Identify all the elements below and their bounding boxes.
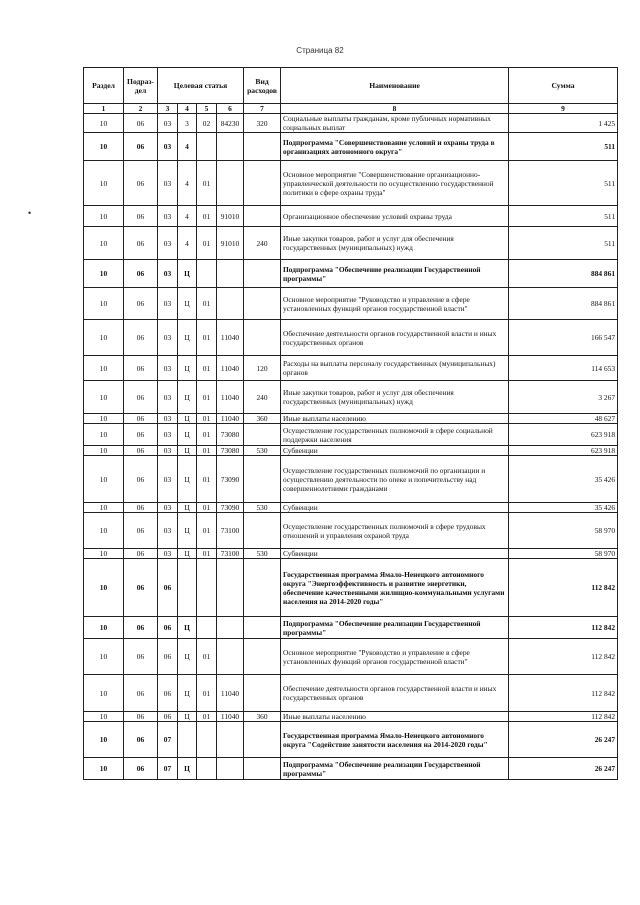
cell-razdel: 10 xyxy=(84,206,124,227)
cell-sum: 58 970 xyxy=(509,513,618,549)
cell-sum: 511 xyxy=(509,133,618,161)
cell-event: 01 xyxy=(197,513,217,549)
cell-subprogram: Ц xyxy=(178,381,197,414)
cell-podrazdel: 06 xyxy=(124,617,158,639)
cell-event: 01 xyxy=(197,503,217,513)
cell-program: 03 xyxy=(158,446,178,456)
cell-direction xyxy=(217,639,244,675)
cell-podrazdel: 06 xyxy=(124,133,158,161)
table-row xyxy=(84,617,618,639)
cell-direction: 73100 xyxy=(217,549,244,559)
cell-program: 03 xyxy=(158,381,178,414)
cell-subprogram: 4 xyxy=(178,133,197,161)
cell-event xyxy=(197,133,217,161)
cell-vid-raskhodov xyxy=(244,456,281,503)
cell-podrazdel: 06 xyxy=(124,503,158,513)
column-number: 8 xyxy=(281,104,509,114)
table-row xyxy=(84,206,618,227)
cell-event xyxy=(197,722,217,758)
table-row xyxy=(84,559,618,617)
cell-name: Подпрограмма "Обеспечение реализации Государственной программы" xyxy=(281,758,509,780)
cell-vid-raskhodov xyxy=(244,675,281,712)
cell-name: Субвенции xyxy=(281,503,509,513)
cell-direction: 84230 xyxy=(217,114,244,133)
cell-subprogram: Ц xyxy=(178,617,197,639)
cell-podrazdel: 06 xyxy=(124,356,158,381)
table-row xyxy=(84,722,618,758)
cell-vid-raskhodov xyxy=(244,260,281,288)
header-name: Наименование xyxy=(281,68,509,104)
cell-program: 03 xyxy=(158,513,178,549)
cell-direction: 11040 xyxy=(217,712,244,722)
cell-sum: 511 xyxy=(509,227,618,260)
cell-vid-raskhodov xyxy=(244,513,281,549)
table-row xyxy=(84,456,618,503)
cell-podrazdel: 06 xyxy=(124,446,158,456)
column-number: 7 xyxy=(244,104,281,114)
cell-name: Государственная программа Ямало-Ненецкого автономного округа "Энергоэффективность и развитие энергетики, обеспечение качественными жилищно-коммунальными услугами населения на 2014-2020 годы" xyxy=(281,559,509,617)
cell-event: 01 xyxy=(197,206,217,227)
cell-name: Субвенции xyxy=(281,446,509,456)
cell-razdel: 10 xyxy=(84,161,124,206)
cell-subprogram: Ц xyxy=(178,320,197,356)
cell-name: Основное мероприятие "Руководство и управление в сфере установленных функций органов государственной власти" xyxy=(281,639,509,675)
cell-event xyxy=(197,617,217,639)
cell-vid-raskhodov xyxy=(244,559,281,617)
cell-razdel: 10 xyxy=(84,549,124,559)
cell-sum: 623 918 xyxy=(509,424,618,446)
cell-razdel: 10 xyxy=(84,446,124,456)
cell-sum: 112 842 xyxy=(509,639,618,675)
cell-razdel: 10 xyxy=(84,722,124,758)
cell-name: Государственная программа Ямало-Ненецкого автономного округа "Содействие занятости населения на 2014-2020 годы" xyxy=(281,722,509,758)
cell-program: 03 xyxy=(158,260,178,288)
cell-sum: 511 xyxy=(509,161,618,206)
header-razdel: Раздел xyxy=(84,68,124,104)
cell-vid-raskhodov xyxy=(244,617,281,639)
cell-subprogram xyxy=(178,722,197,758)
cell-razdel: 10 xyxy=(84,675,124,712)
cell-program: 06 xyxy=(158,675,178,712)
cell-program: 03 xyxy=(158,206,178,227)
cell-podrazdel: 06 xyxy=(124,227,158,260)
cell-event: 01 xyxy=(197,446,217,456)
cell-direction: 73080 xyxy=(217,424,244,446)
cell-name: Расходы на выплаты персоналу государственных (муниципальных) органов xyxy=(281,356,509,381)
cell-vid-raskhodov xyxy=(244,161,281,206)
cell-direction: 73090 xyxy=(217,503,244,513)
table-row xyxy=(84,503,618,513)
cell-subprogram: Ц xyxy=(178,446,197,456)
cell-razdel: 10 xyxy=(84,227,124,260)
cell-program: 03 xyxy=(158,288,178,320)
cell-razdel: 10 xyxy=(84,414,124,424)
cell-vid-raskhodov: 360 xyxy=(244,712,281,722)
cell-razdel: 10 xyxy=(84,503,124,513)
cell-sum: 884 861 xyxy=(509,288,618,320)
column-number: 6 xyxy=(217,104,244,114)
cell-program: 03 xyxy=(158,356,178,381)
cell-name: Обеспечение деятельности органов государственной власти и иных государственных органов xyxy=(281,675,509,712)
cell-event: 01 xyxy=(197,288,217,320)
cell-podrazdel: 06 xyxy=(124,320,158,356)
cell-podrazdel: 06 xyxy=(124,424,158,446)
cell-sum: 3 267 xyxy=(509,381,618,414)
cell-direction: 11040 xyxy=(217,320,244,356)
column-number: 9 xyxy=(509,104,618,114)
cell-subprogram: Ц xyxy=(178,456,197,503)
cell-sum: 48 627 xyxy=(509,414,618,424)
cell-name: Социальные выплаты гражданам, кроме публичных нормативных социальных выплат xyxy=(281,114,509,133)
cell-program: 03 xyxy=(158,549,178,559)
cell-direction xyxy=(217,288,244,320)
cell-sum: 166 547 xyxy=(509,320,618,356)
cell-subprogram: Ц xyxy=(178,503,197,513)
table-row xyxy=(84,414,618,424)
cell-sum: 26 247 xyxy=(509,722,618,758)
table-row xyxy=(84,712,618,722)
cell-sum: 112 842 xyxy=(509,712,618,722)
cell-program: 03 xyxy=(158,161,178,206)
cell-name: Основное мероприятие "Совершенствование организационно-управленческой деятельности по осуществлению государственной политики в сфере охраны труда" xyxy=(281,161,509,206)
cell-direction: 11040 xyxy=(217,356,244,381)
cell-program: 03 xyxy=(158,133,178,161)
cell-sum: 35 426 xyxy=(509,456,618,503)
cell-name: Подпрограмма "Обеспечение реализации Государственной программы" xyxy=(281,617,509,639)
cell-subprogram: Ц xyxy=(178,288,197,320)
cell-vid-raskhodov: 530 xyxy=(244,446,281,456)
cell-razdel: 10 xyxy=(84,288,124,320)
cell-vid-raskhodov: 120 xyxy=(244,356,281,381)
column-number: 3 xyxy=(158,104,178,114)
cell-event: 02 xyxy=(197,114,217,133)
cell-direction xyxy=(217,133,244,161)
cell-subprogram: Ц xyxy=(178,424,197,446)
cell-razdel: 10 xyxy=(84,513,124,549)
table-row xyxy=(84,260,618,288)
cell-program: 06 xyxy=(158,639,178,675)
cell-name: Иные выплаты населению xyxy=(281,414,509,424)
cell-razdel: 10 xyxy=(84,320,124,356)
cell-event: 01 xyxy=(197,424,217,446)
cell-razdel: 10 xyxy=(84,758,124,780)
table-row xyxy=(84,320,618,356)
cell-vid-raskhodov xyxy=(244,206,281,227)
cell-program: 06 xyxy=(158,617,178,639)
cell-event: 01 xyxy=(197,414,217,424)
table-row xyxy=(84,675,618,712)
cell-direction xyxy=(217,260,244,288)
table-row xyxy=(84,549,618,559)
cell-direction: 11040 xyxy=(217,381,244,414)
cell-direction xyxy=(217,617,244,639)
cell-razdel: 10 xyxy=(84,260,124,288)
cell-direction: 73080 xyxy=(217,446,244,456)
cell-podrazdel: 06 xyxy=(124,675,158,712)
budget-table xyxy=(83,67,618,780)
header-vid-raskhodov: Вид расходов xyxy=(244,68,281,104)
cell-program: 03 xyxy=(158,424,178,446)
cell-event: 01 xyxy=(197,549,217,559)
cell-program: 03 xyxy=(158,320,178,356)
cell-vid-raskhodov: 360 xyxy=(244,414,281,424)
table-row xyxy=(84,381,618,414)
cell-event: 01 xyxy=(197,320,217,356)
cell-sum: 58 970 xyxy=(509,549,618,559)
cell-subprogram: 4 xyxy=(178,206,197,227)
cell-subprogram: Ц xyxy=(178,675,197,712)
cell-vid-raskhodov: 240 xyxy=(244,381,281,414)
cell-event: 01 xyxy=(197,456,217,503)
cell-program: 03 xyxy=(158,227,178,260)
cell-name: Обеспечение деятельности органов государственной власти и иных государственных органов xyxy=(281,320,509,356)
cell-name: Организационное обеспечение условий охраны труда xyxy=(281,206,509,227)
cell-vid-raskhodov xyxy=(244,133,281,161)
cell-sum: 884 861 xyxy=(509,260,618,288)
cell-razdel: 10 xyxy=(84,133,124,161)
cell-direction xyxy=(217,559,244,617)
cell-event xyxy=(197,260,217,288)
margin-mark: • xyxy=(28,208,32,218)
table-row xyxy=(84,639,618,675)
column-number: 2 xyxy=(124,104,158,114)
cell-vid-raskhodov xyxy=(244,722,281,758)
cell-sum: 112 842 xyxy=(509,675,618,712)
cell-podrazdel: 06 xyxy=(124,414,158,424)
cell-name: Осуществление государственных полномочий в сфере социальной поддержки населения xyxy=(281,424,509,446)
cell-sum: 511 xyxy=(509,206,618,227)
cell-razdel: 10 xyxy=(84,639,124,675)
cell-podrazdel: 06 xyxy=(124,288,158,320)
table-row xyxy=(84,446,618,456)
cell-direction: 73090 xyxy=(217,456,244,503)
header-sum: Сумма xyxy=(509,68,618,104)
cell-podrazdel: 06 xyxy=(124,722,158,758)
cell-podrazdel: 06 xyxy=(124,161,158,206)
cell-sum: 26 247 xyxy=(509,758,618,780)
cell-name: Субвенции xyxy=(281,549,509,559)
cell-name: Иные закупки товаров, работ и услуг для обеспечения государственных (муниципальных) нужд xyxy=(281,381,509,414)
cell-direction: 91010 xyxy=(217,206,244,227)
cell-event: 01 xyxy=(197,381,217,414)
column-number: 1 xyxy=(84,104,124,114)
cell-name: Осуществление государственных полномочий в сфере трудовых отношений и управления охраной труда xyxy=(281,513,509,549)
cell-subprogram: Ц xyxy=(178,356,197,381)
cell-razdel: 10 xyxy=(84,381,124,414)
cell-event: 01 xyxy=(197,227,217,260)
cell-event: 01 xyxy=(197,712,217,722)
table-row xyxy=(84,133,618,161)
cell-subprogram xyxy=(178,559,197,617)
cell-program: 03 xyxy=(158,114,178,133)
cell-program: 06 xyxy=(158,559,178,617)
cell-sum: 623 918 xyxy=(509,446,618,456)
cell-podrazdel: 06 xyxy=(124,559,158,617)
cell-subprogram: 4 xyxy=(178,227,197,260)
cell-subprogram: Ц xyxy=(178,549,197,559)
cell-razdel: 10 xyxy=(84,559,124,617)
cell-podrazdel: 06 xyxy=(124,639,158,675)
cell-vid-raskhodov xyxy=(244,639,281,675)
cell-direction xyxy=(217,722,244,758)
table-row xyxy=(84,161,618,206)
cell-podrazdel: 06 xyxy=(124,114,158,133)
cell-event xyxy=(197,559,217,617)
cell-event: 01 xyxy=(197,356,217,381)
cell-vid-raskhodov: 320 xyxy=(244,114,281,133)
cell-direction: 11040 xyxy=(217,414,244,424)
cell-podrazdel: 06 xyxy=(124,456,158,503)
cell-subprogram: 3 xyxy=(178,114,197,133)
cell-name: Подпрограмма "Обеспечение реализации Государственной программы" xyxy=(281,260,509,288)
cell-name: Осуществление государственных полномочий по организации и осуществлению деятельности по опеке и попечительству над совершеннолетними гражданами xyxy=(281,456,509,503)
cell-direction xyxy=(217,758,244,780)
cell-subprogram: Ц xyxy=(178,513,197,549)
cell-vid-raskhodov: 530 xyxy=(244,549,281,559)
cell-subprogram: 4 xyxy=(178,161,197,206)
cell-direction: 91010 xyxy=(217,227,244,260)
cell-razdel: 10 xyxy=(84,712,124,722)
cell-razdel: 10 xyxy=(84,424,124,446)
cell-subprogram: Ц xyxy=(178,758,197,780)
column-number: 5 xyxy=(197,104,217,114)
cell-subprogram: Ц xyxy=(178,712,197,722)
table-row xyxy=(84,356,618,381)
cell-podrazdel: 06 xyxy=(124,381,158,414)
cell-event: 01 xyxy=(197,161,217,206)
table-row xyxy=(84,424,618,446)
cell-event xyxy=(197,758,217,780)
cell-razdel: 10 xyxy=(84,114,124,133)
header-row xyxy=(84,68,618,104)
cell-vid-raskhodov xyxy=(244,288,281,320)
cell-razdel: 10 xyxy=(84,456,124,503)
cell-direction: 11040 xyxy=(217,675,244,712)
page-header: Страница 82 xyxy=(296,46,344,55)
column-number: 4 xyxy=(178,104,197,114)
cell-program: 03 xyxy=(158,414,178,424)
cell-name: Подпрограмма "Совершенствование условий и охраны труда в организациях автономного округа" xyxy=(281,133,509,161)
cell-name: Иные закупки товаров, работ и услуг для обеспечения государственных (муниципальных) нужд xyxy=(281,227,509,260)
cell-program: 07 xyxy=(158,758,178,780)
cell-podrazdel: 06 xyxy=(124,712,158,722)
cell-event: 01 xyxy=(197,675,217,712)
cell-sum: 1 425 xyxy=(509,114,618,133)
table-row xyxy=(84,513,618,549)
table-row xyxy=(84,227,618,260)
cell-sum: 114 653 xyxy=(509,356,618,381)
column-number-row xyxy=(84,104,618,114)
cell-program: 06 xyxy=(158,712,178,722)
cell-program: 03 xyxy=(158,456,178,503)
cell-subprogram: Ц xyxy=(178,414,197,424)
cell-program: 03 xyxy=(158,503,178,513)
cell-vid-raskhodov: 240 xyxy=(244,227,281,260)
cell-name: Основное мероприятие "Руководство и управление в сфере установленных функций органов государственной власти" xyxy=(281,288,509,320)
cell-sum: 35 426 xyxy=(509,503,618,513)
cell-program: 07 xyxy=(158,722,178,758)
cell-razdel: 10 xyxy=(84,356,124,381)
cell-subprogram: Ц xyxy=(178,639,197,675)
table-row xyxy=(84,758,618,780)
cell-vid-raskhodov xyxy=(244,758,281,780)
table-row xyxy=(84,114,618,133)
table-row xyxy=(84,288,618,320)
cell-podrazdel: 06 xyxy=(124,513,158,549)
cell-vid-raskhodov xyxy=(244,424,281,446)
cell-name: Иные выплаты населению xyxy=(281,712,509,722)
cell-podrazdel: 06 xyxy=(124,758,158,780)
header-target-article: Целевая статья xyxy=(158,68,244,104)
cell-direction: 73100 xyxy=(217,513,244,549)
cell-podrazdel: 06 xyxy=(124,549,158,559)
cell-event: 01 xyxy=(197,639,217,675)
cell-podrazdel: 06 xyxy=(124,260,158,288)
cell-subprogram: Ц xyxy=(178,260,197,288)
cell-podrazdel: 06 xyxy=(124,206,158,227)
cell-vid-raskhodov: 530 xyxy=(244,503,281,513)
cell-direction xyxy=(217,161,244,206)
cell-sum: 112 842 xyxy=(509,559,618,617)
cell-sum: 112 842 xyxy=(509,617,618,639)
header-podrazdel: Подраз- дел xyxy=(124,68,158,104)
cell-razdel: 10 xyxy=(84,617,124,639)
cell-vid-raskhodov xyxy=(244,320,281,356)
